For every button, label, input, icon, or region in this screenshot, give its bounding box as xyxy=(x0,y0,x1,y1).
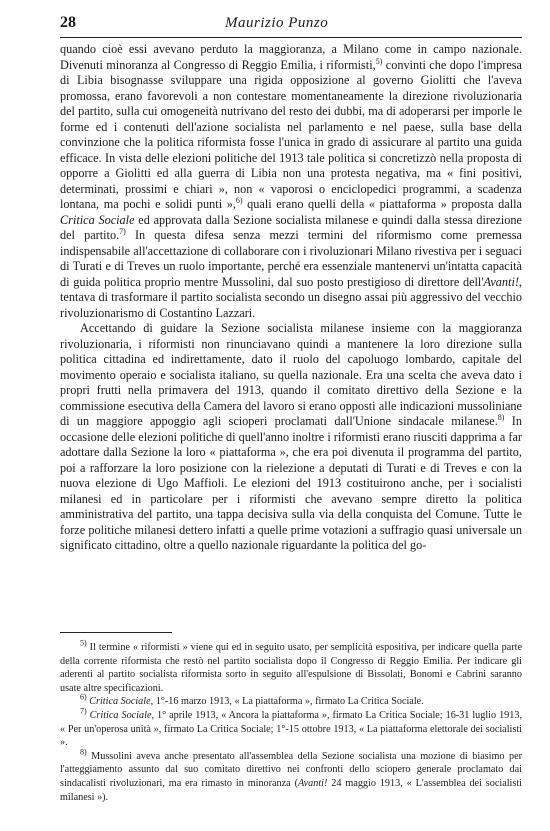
footnote xyxy=(60,638,522,695)
running-head: Maurizio Punzo xyxy=(225,15,329,31)
footnote xyxy=(60,706,523,750)
main-text xyxy=(60,42,522,554)
footnotes xyxy=(60,638,523,804)
footnote-mark: 6) xyxy=(80,692,87,702)
text-run: Accettando di guidare la Sezione socialista milanese insieme con la maggioranza rivoluzionaria, i riformisti non rinunciavano quindi a mantenere la loro direzione sulla politica cittadina ed indirettamente, dato il ruolo del capoluogo lombardo, capitale del movimento operaio e socialista italiano, su quella nazionale. Era una scelta che aveva dato i propri frutti nella primavera del 1913, quando il comitato direttivo della Sezione e la commissione esecutiva della Camera del lavoro si erano opposti alle indicazioni mussoliniane di un maggiore appoggio agli scioperi proclamati dall'Unione sindacale milanese. xyxy=(60,321,522,428)
page-header xyxy=(60,14,522,36)
newspaper-title: Avanti! xyxy=(483,274,519,289)
footnote xyxy=(60,747,522,804)
text-run: quando cioè essi avevano perduto la maggioranza, a Milano come in campo nazionale. Divenuti minoranza al Congresso di Reggio Emilia, i riformisti, xyxy=(60,42,522,72)
footnote-ref: 7) xyxy=(119,226,126,236)
footnote-mark: 8) xyxy=(80,747,87,757)
text-run: ed approvata dalla Sezione socialista milanese e quindi dalla stessa direzione del partito. xyxy=(60,212,522,242)
journal-title: Critica Sociale xyxy=(89,696,151,708)
paragraph xyxy=(60,321,522,554)
footnote-rule xyxy=(60,632,172,633)
footnote-text: Mussolini aveva anche presentato all'assemblea della Sezione socialista una mozione di biasimo per l'atteggiamento assunto dal suo comitato direttivo nei confronti dello sciopero generale proclamato dai sindacalisti rivoluzionari, ma era rimasto in minoranza ( xyxy=(60,750,522,789)
page-number: 28 xyxy=(60,14,76,31)
journal-title: Critica Sociale xyxy=(60,212,135,227)
footnote-mark: 5) xyxy=(80,638,87,648)
footnote-text: , 1°-16 marzo 1913, « La piattaforma », firmato La Critica Sociale. xyxy=(150,696,424,708)
text-run: quali erano quelli della « piattaforma » proposta dalla xyxy=(242,197,522,211)
footnote xyxy=(60,692,522,709)
footnote-ref: 5) xyxy=(375,56,383,66)
text-run: In questa difesa senza mezzi termini del riformismo come premessa indispensabile all'accettazione di collaborare con i rivoluzionari Milano rivestiva per i seguaci di Turati e di Treves un ruolo importante, perché era essenziale mantenervi un'intatta capacità di guida politica proprio mentre Mussolini, dal suo posto prestigioso di direttore dell' xyxy=(60,228,522,289)
text-run: In occasione delle elezioni politiche di quell'anno inoltre i riformisti erano riusciti dapprima a far adottare dalla Sezione la loro « piattaforma », che era poi divenuta il programma del partito, poi a rafforzare la loro posizione con la rielezione a deputati di Turati e di Treves e con la nuova elezione di Ugo Maffioli. Le elezioni del 1913 costituirono anche, per i socialisti milanesi ed in particolare per i riformisti che avevano sempre diretto la politica amministrativa del partito, una tappa decisiva sulla via della conquista del Comune. Tutte le forze politiche milanesi dettero infatti a quelle prime votazioni a suffragio quasi universale un significato cittadino, oltre a quello nazionale riguardante la politica del go- xyxy=(60,414,522,552)
newspaper-title: Avanti! xyxy=(297,777,328,789)
paragraph xyxy=(60,42,522,321)
footnote-ref: 8) xyxy=(497,412,505,422)
footnote-ref: 6) xyxy=(235,195,243,205)
journal-title: Critica Sociale xyxy=(89,709,152,721)
footnote-text: 24 maggio 1913, « L'assemblea dei socialisti milanesi »). xyxy=(60,777,522,803)
text-run: convinti che dopo l'impresa di Libia bisognasse sviluppare una rigida opposizione al governo Giolitti che l'aveva promossa, erano favorevoli a non contestare momentaneamente la direzione rivoluzionaria del partito, sulla cui omogeneità nutrivano del resto dei dubbi, ma di adoperarsi per imporle le forme ed i contenuti dell'azione socialista nel parlamento e nel paese, sulla base della convinzione che la politica riformista fosse l'unica in grado di assicurare al partito una guida efficace. In vista delle elezioni politiche del 1913 tale politica si concretizzò nella proposta di opporre a Giolitti ed alla guerra di Libia non una protesta negativa, ma « fini positivi, determinati, prossimi e chiari », non « vaporosi o enciclopedici programmi, a scadenza lontana, ma pochi e solidi punti », xyxy=(60,57,522,211)
footnote-mark: 7) xyxy=(80,706,87,716)
text-run: , tentava di trasformare il partito socialista secondo un disegno assai più aggressivo del vecchio rivoluzionarismo di Costantino Lazzari. xyxy=(60,274,522,320)
footnote-text: Il termine « riformisti » viene qui ed in seguito usato, per semplicità espositiva, per indicare quella parte della corrente riformista che restò nel partito socialista dopo il Congresso di Reggio Emilia. Per indicare gli aderenti al partito socialista riformista sorto in seguito all'espulsione di Bissolati, Bonomi e Cabrini saranno usate altre specificazioni. xyxy=(60,642,522,694)
header-rule xyxy=(60,37,522,38)
footnote-text: , 1° aprile 1913, « Ancora la piattaforma », firmato La Critica Sociale; 16-31 luglio 1913, « Per un'operosa unità », firmato La Critica Sociale; 1°-15 ottobre 1913, « La piattaforma elettorale dei socialisti ». xyxy=(60,709,523,749)
